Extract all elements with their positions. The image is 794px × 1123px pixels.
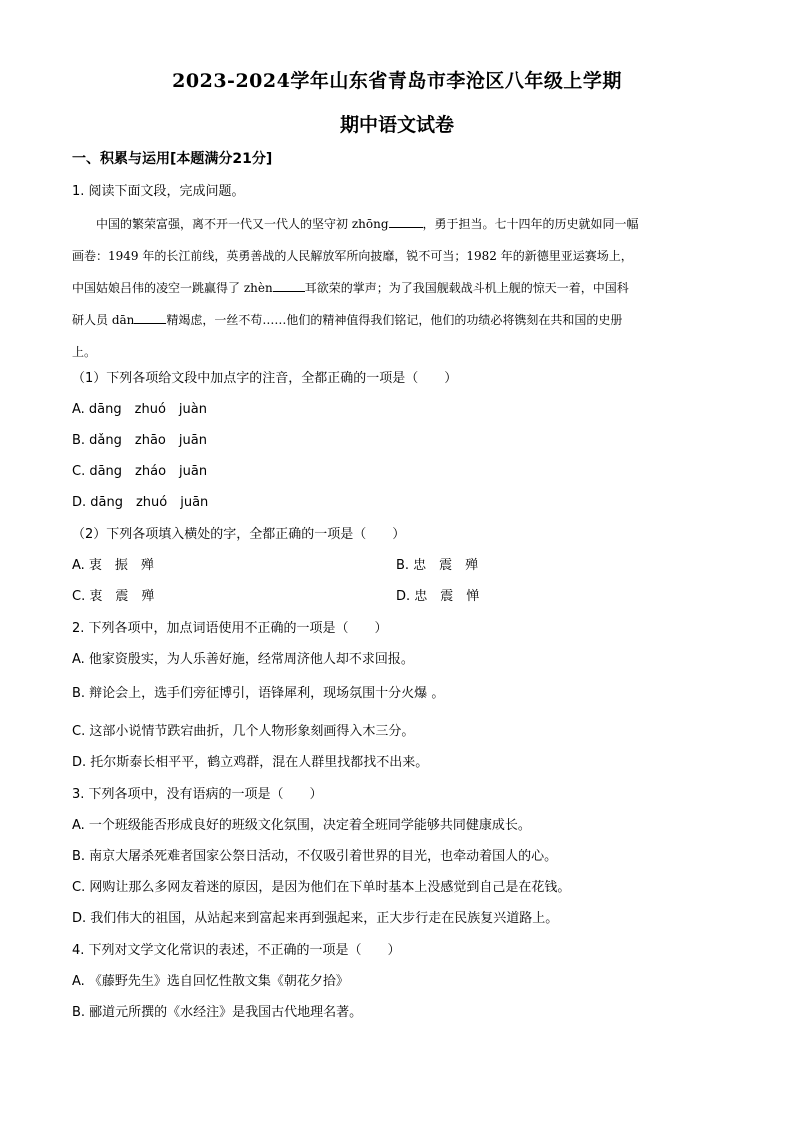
passage-line-4 <box>72 304 724 336</box>
option-text: C. 这部小说情节跌宕曲折，几个人物形象刻画得入木三分。 <box>72 724 415 739</box>
question-1-sub2-stem: （2）下列各项填入横处的字，全都正确的一项是（ ） <box>72 527 406 542</box>
blank-underline <box>134 311 166 324</box>
option-text: A. 衷 振 殚 <box>72 558 154 573</box>
question-4-stem: 4. 下列对文学文化常识的表述，不正确的一项是（ ） <box>72 943 401 958</box>
option-text: D. 我们伟大的祖国，从站起来到富起来再到强起来，正大步行走在民族复兴道路上。 <box>72 911 559 926</box>
option-text: B. 郦道元所撰的《水经注》是我国古代地理名著。 <box>72 1005 363 1020</box>
question-2-stem: 2. 下列各项中，加点词语使用不正确的一项是（ ） <box>72 621 388 636</box>
option-text: A. 一个班级能否形成良好的班级文化氛围，决定着全班同学能够共同健康成长。 <box>72 818 531 833</box>
exam-title-line1: 2023-2024学年山东省青岛市李沧区八年级上学期 <box>172 70 622 92</box>
section-heading: 一、积累与运用[本题满分21分] <box>72 151 273 167</box>
option-text: C. 网购让那么多网友着迷的原因，是因为他们在下单时基本上没感觉到自己是在花钱。 <box>72 880 571 895</box>
passage-line-2: 画卷：1949 年的长江前线，英勇善战的人民解放军所向披靡，锐不可当；1982 年的新德里亚运赛场上， <box>72 249 633 263</box>
passage-text: ，勇于担当。七十四年的历史就如同一幅 <box>422 217 639 231</box>
option-text: A. dāng zhuó juàn <box>72 402 207 417</box>
option-text: C. dāng zháo juān <box>72 464 208 479</box>
option-text: B. 辩论会上，选手们旁征博引，语锋犀利，现场氛围十分火爆 。 <box>72 686 445 701</box>
blank-underline <box>273 279 305 292</box>
question-3-stem: 3. 下列各项中，没有语病的一项是（ ） <box>72 787 323 802</box>
option-text: D. 忠 震 惮 <box>396 589 480 604</box>
passage-text: 耳欲荣的掌声；为了我国舰载战斗机上舰的惊天一着，中国科 <box>304 281 629 295</box>
blank-underline <box>389 215 423 228</box>
passage-text: 精竭虑，一丝不苟……他们的精神值得我们铭记，他们的功绩必将镌刻在共和国的史册 <box>166 313 623 327</box>
option-text: A. 他家资殷实，为人乐善好施，经常周济他人却不求回报。 <box>72 652 414 667</box>
passage-text: 中国的繁荣富强，离不开一代又一代人的坚守初 zhōng <box>96 217 389 231</box>
exam-title-line2: 期中语文试卷 <box>339 114 454 136</box>
question-1-sub1-stem: （1）下列各项给文段中加点字的注音，全都正确的一项是（ ） <box>72 371 458 386</box>
passage-text: 中国姑娘吕伟的凌空一跳赢得了 zhèn <box>72 281 273 295</box>
option-text: B. 南京大屠杀死难者国家公祭日活动，不仅吸引着世界的目光，也牵动着国人的心。 <box>72 849 558 864</box>
option-text: B. dǎng zhāo juān <box>72 433 207 448</box>
passage-line-3 <box>72 272 724 304</box>
reading-passage <box>72 208 724 368</box>
option-text: A. 《藤野先生》选自回忆性散文集《朝花夕拾》 <box>72 974 349 989</box>
passage-text: 研人员 dān <box>72 313 135 327</box>
question-1-stem: 1. 阅读下面文段，完成问题。 <box>72 184 245 199</box>
option-text: B. 忠 震 殚 <box>396 558 479 573</box>
option-text: C. 衷 震 殚 <box>72 589 155 604</box>
passage-line-5: 上。 <box>72 345 97 359</box>
option-text: D. 托尔斯泰长相平平，鹤立鸡群，混在人群里找都找不出来。 <box>72 755 429 770</box>
option-text: D. dāng zhuó juān <box>72 495 209 510</box>
passage-line-1 <box>72 208 724 240</box>
